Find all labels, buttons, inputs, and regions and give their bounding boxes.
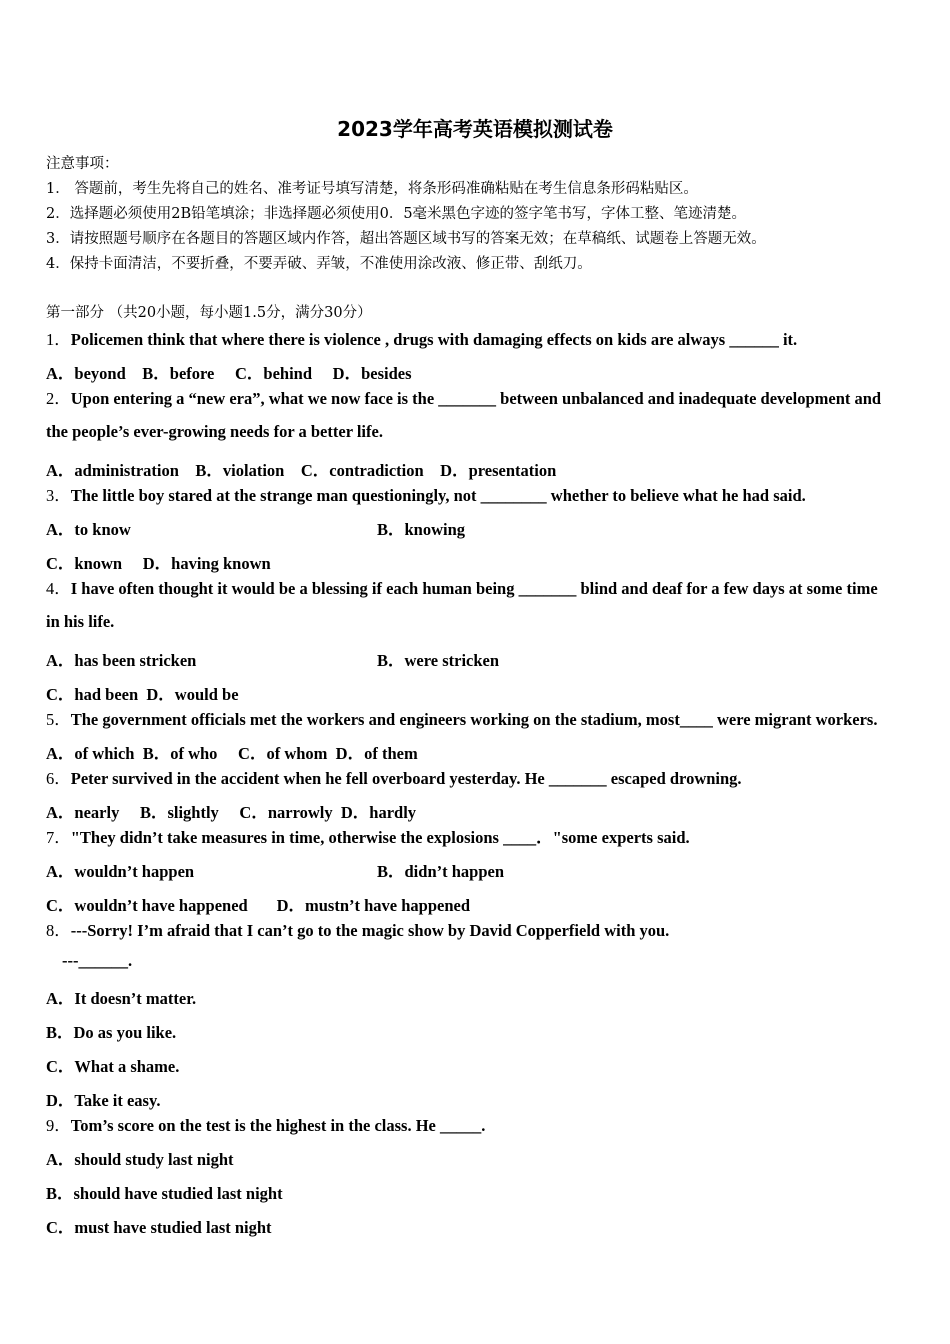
question-stem: ---Sorry! I’m afraid that I can’t go to the magic show by David Copperfield with you. — [70, 921, 670, 940]
question-stem: The little boy stared at the strange man questioningly, not ________ whether to believe what he had said. — [70, 486, 806, 505]
question-stem: The government officials met the workers and engineers working on the stadium, most____ were migrant workers. — [70, 710, 878, 729]
question-7-option-a: A．wouldn’t happen — [46, 862, 195, 881]
question-9-option-a: A．should study last night — [46, 1150, 234, 1169]
question-7 — [46, 824, 690, 848]
question-5-options: A．of which B．of who C．of whom D．of them — [46, 744, 418, 763]
question-number: 2． — [46, 389, 71, 408]
notice-heading: 注意事项： — [46, 156, 119, 172]
question-4 — [46, 575, 878, 599]
question-3-option-cd: C．known D．having known — [46, 554, 271, 573]
page-title: 2023学年高考英语模拟测试卷 — [337, 117, 613, 141]
question-3 — [46, 482, 806, 506]
notice-item-2: 2．选择题必须使用2B铅笔填涂；非选择题必须使用0．5毫米黑色字迹的签字笔书写，字体工整、笔迹清楚。 — [46, 206, 747, 222]
question-9-option-c: C．must have studied last night — [46, 1218, 272, 1237]
question-3-option-b: B．knowing — [377, 520, 466, 539]
notice-item-3: 3．请按照题号顺序在各题目的答题区域内作答，超出答题区域书写的答案无效；在草稿纸、试题卷上答题无效。 — [46, 231, 766, 247]
question-4-stem-cont: in his life. — [46, 612, 115, 631]
question-stem: I have often thought it would be a blessing if each human being _______ blind and deaf for a few days at some time — [70, 579, 878, 598]
question-stem: Peter survived in the accident when he fell overboard yesterday. He _______ escaped drowning. — [70, 769, 742, 788]
question-number: 7． — [46, 828, 71, 847]
question-8-response: ---______. — [62, 951, 133, 970]
question-number: 1． — [46, 330, 71, 349]
question-8-option-c: C．What a shame. — [46, 1057, 180, 1076]
question-stem: Tom’s score on the test is the highest in the class. He _____. — [70, 1116, 486, 1135]
question-stem: Upon entering a “new era”, what we now face is the _______ between unbalanced and inadequate development and — [70, 389, 882, 408]
question-6-options: A．nearly B．slightly C．narrowly D．hardly — [46, 803, 417, 822]
question-8 — [46, 917, 669, 941]
question-5 — [46, 706, 877, 730]
question-number: 9． — [46, 1116, 71, 1135]
question-number: 5． — [46, 710, 71, 729]
section-heading: 第一部分 （共20小题，每小题1.5分，满分30分） — [46, 305, 372, 321]
question-9-option-b: B．should have studied last night — [46, 1184, 283, 1203]
notice-item-1: 1． 答题前，考生先将自己的姓名、准考证号填写清楚，将条形码准确粘贴在考生信息条形码粘贴区。 — [46, 181, 698, 197]
question-number: 8． — [46, 921, 71, 940]
question-2 — [46, 385, 881, 409]
notice-item-4: 4．保持卡面清洁，不要折叠，不要弄破、弄皱，不准使用涂改液、修正带、刮纸刀。 — [46, 256, 592, 272]
question-stem: Policemen think that where there is violence , drugs with damaging effects on kids are always ______ it. — [70, 330, 798, 349]
question-8-option-a: A．It doesn’t matter. — [46, 989, 197, 1008]
question-number: 4． — [46, 579, 71, 598]
question-6 — [46, 765, 742, 789]
question-7-option-cd: C．wouldn’t have happened D．mustn’t have happened — [46, 896, 471, 915]
question-4-option-b: B．were stricken — [377, 651, 500, 670]
question-9 — [46, 1112, 485, 1136]
question-1-options: A．beyond B．before C．behind D．besides — [46, 364, 412, 383]
question-3-option-a: A．to know — [46, 520, 131, 539]
question-8-option-d: D．Take it easy. — [46, 1091, 161, 1110]
question-2-stem-cont: the people’s ever-growing needs for a better life. — [46, 422, 383, 441]
question-number: 3． — [46, 486, 71, 505]
question-8-option-b: B．Do as you like. — [46, 1023, 177, 1042]
question-4-option-a: A．has been stricken — [46, 651, 197, 670]
question-stem: "They didn’t take measures in time, otherwise the explosions ____．"some experts said. — [70, 828, 690, 847]
question-number: 6． — [46, 769, 71, 788]
question-1 — [46, 326, 797, 350]
question-2-options: A．administration B．violation C．contradiction D．presentation — [46, 461, 557, 480]
question-4-option-cd: C．had been D．would be — [46, 685, 239, 704]
question-7-option-b: B．didn’t happen — [377, 862, 505, 881]
